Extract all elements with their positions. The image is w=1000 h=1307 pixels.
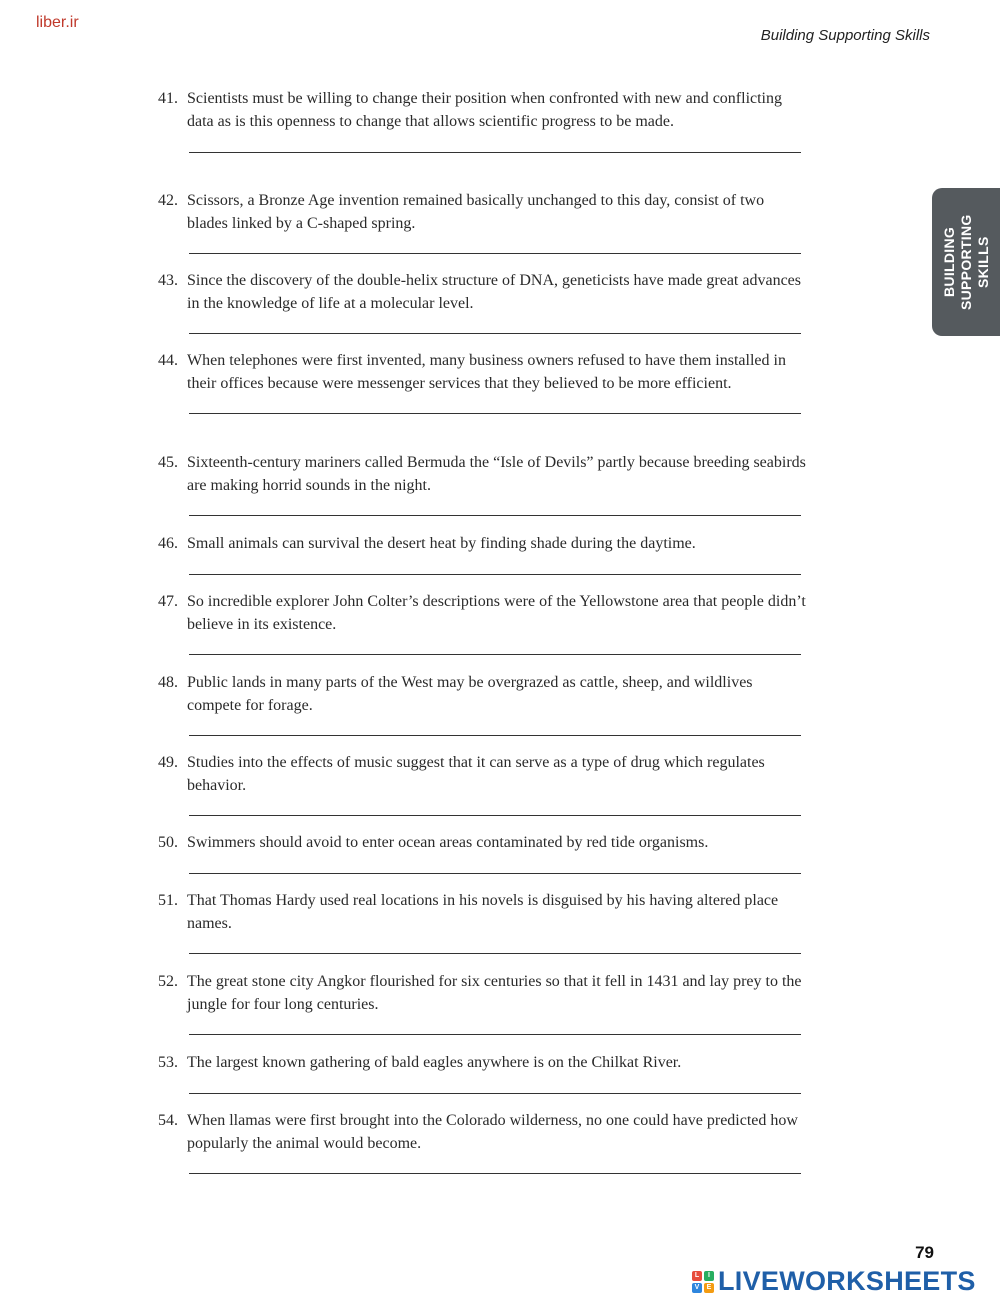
exercise-item-49	[158, 752, 808, 816]
answer-line[interactable]	[189, 815, 801, 816]
brand-name: LIVEWORKSHEETS	[718, 1266, 976, 1296]
liveworksheets-icon: L I V E	[692, 1271, 714, 1293]
answer-line[interactable]	[189, 1034, 801, 1035]
running-head: Building Supporting Skills	[760, 27, 930, 44]
watermark[interactable]: liber.ir	[36, 14, 79, 31]
item-number: 47.	[158, 593, 178, 610]
item-number: 42.	[158, 192, 178, 209]
item-number: 54.	[158, 1112, 178, 1129]
item-text: Swimmers should avoid to enter ocean areas contaminated by red tide organisms.	[187, 834, 709, 851]
item-text: Sixteenth-century mariners called Bermuda the “Isle of Devils” partly because breeding seabirds are making horrid sounds in the night.	[187, 454, 806, 494]
item-text: Small animals can survival the desert heat by finding shade during the daytime.	[187, 535, 696, 552]
exercise-item-45	[158, 452, 808, 516]
exercise-item-42	[158, 190, 808, 254]
item-text: The great stone city Angkor flourished for six centuries so that it fell in 1431 and lay prey to the jungle for four long centuries.	[187, 973, 802, 1013]
item-number: 52.	[158, 973, 178, 990]
item-number: 44.	[158, 352, 178, 369]
item-text: When telephones were first invented, many business owners refused to have them installed in their offices because were messenger services that they believed to be more efficient.	[187, 352, 786, 392]
item-text: Studies into the effects of music suggest that it can serve as a type of drug which regulates behavior.	[187, 754, 765, 794]
exercise-item-47	[158, 591, 808, 655]
item-number: 41.	[158, 90, 178, 107]
item-text: Since the discovery of the double-helix structure of DNA, geneticists have made great advances in the knowledge of life at a molecular level.	[187, 272, 802, 312]
exercise-item-52	[158, 971, 808, 1035]
answer-line[interactable]	[189, 333, 801, 334]
section-tab-label: BUILDING SUPPORTING SKILLS	[940, 214, 991, 310]
exercise-item-41	[158, 88, 808, 153]
exercise-item-48	[158, 672, 808, 736]
item-text: Public lands in many parts of the West may be overgrazed as cattle, sheep, and wildlives compete for forage.	[187, 674, 753, 714]
answer-line[interactable]	[189, 1093, 801, 1094]
item-number: 43.	[158, 272, 178, 289]
exercise-item-44	[158, 350, 808, 414]
exercise-item-51	[158, 890, 808, 954]
answer-line[interactable]	[189, 654, 801, 655]
item-text: So incredible explorer John Colter’s descriptions were of the Yellowstone area that people didn’t believe in its existence.	[187, 593, 806, 633]
item-number: 53.	[158, 1054, 178, 1071]
item-text: Scissors, a Bronze Age invention remained basically unchanged to this day, consist of two blades linked by a C-shaped spring.	[187, 192, 765, 232]
item-text: That Thomas Hardy used real locations in his novels is disguised by his having altered place names.	[187, 892, 779, 932]
answer-line[interactable]	[189, 515, 801, 516]
page-number: 79	[915, 1243, 934, 1262]
item-number: 49.	[158, 754, 178, 771]
item-text: When llamas were first brought into the Colorado wilderness, no one could have predicted how popularly the animal would become.	[187, 1112, 798, 1152]
answer-line[interactable]	[189, 873, 801, 874]
item-number: 45.	[158, 454, 178, 471]
answer-line[interactable]	[189, 253, 801, 254]
exercise-item-43	[158, 270, 808, 334]
item-text: The largest known gathering of bald eagles anywhere is on the Chilkat River.	[187, 1054, 682, 1071]
item-number: 50.	[158, 834, 178, 851]
answer-line[interactable]	[189, 413, 801, 414]
item-text: Scientists must be willing to change their position when confronted with new and conflicting data as is this openness to change that allows scientific progress to be made.	[187, 90, 782, 130]
item-number: 46.	[158, 535, 178, 552]
answer-line[interactable]	[189, 735, 801, 736]
liveworksheets-logo[interactable]	[692, 1266, 976, 1297]
exercise-item-50	[158, 832, 808, 874]
answer-line[interactable]	[189, 1173, 801, 1174]
answer-line[interactable]	[189, 953, 801, 954]
item-number: 51.	[158, 892, 178, 909]
item-number: 48.	[158, 674, 178, 691]
exercise-item-53	[158, 1052, 808, 1094]
answer-line[interactable]	[189, 152, 801, 153]
answer-line[interactable]	[189, 574, 801, 575]
exercise-item-54	[158, 1110, 808, 1174]
exercise-item-46	[158, 533, 808, 575]
